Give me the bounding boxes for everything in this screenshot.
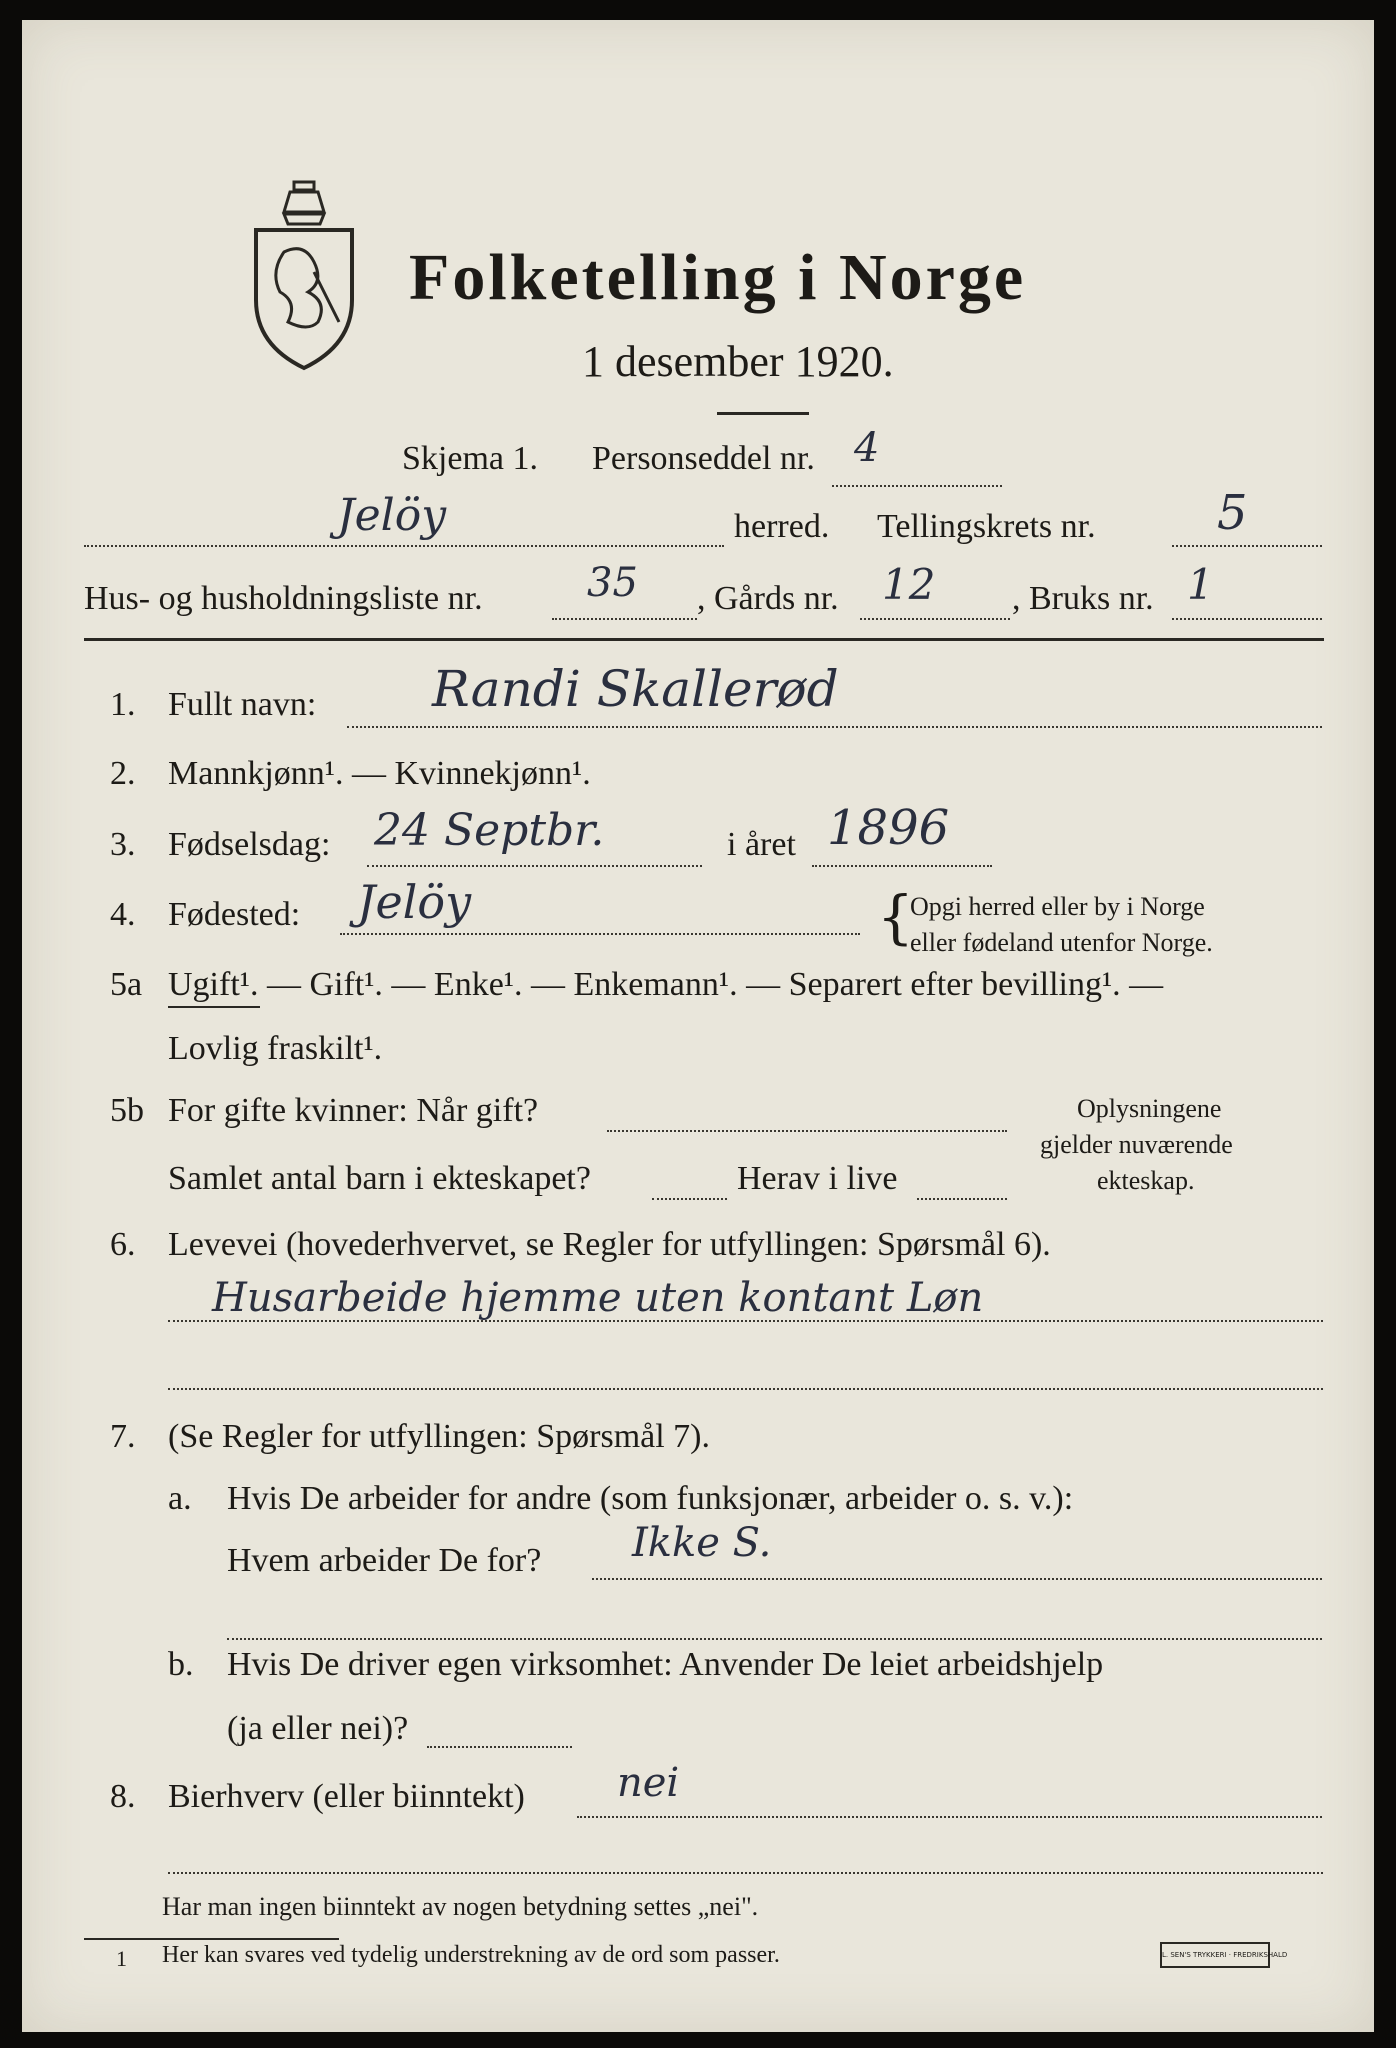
herred-line: [84, 545, 724, 547]
q5b-label2: Samlet antal barn i ekteskapet?: [168, 1160, 591, 1197]
q3-year-value[interactable]: 1896: [827, 800, 950, 856]
q3-value[interactable]: 24 Septbr.: [374, 805, 605, 856]
q4-note-line2: eller fødeland utenfor Norge.: [910, 928, 1213, 957]
personseddel-label: Personseddel nr.: [592, 440, 815, 477]
q5b-note-line1: Oplysningene: [1077, 1094, 1222, 1123]
gards-value[interactable]: 12: [882, 560, 936, 609]
q7a-line1: Hvis De arbeider for andre (som funksjonær, arbeider o. s. v.):: [227, 1480, 1074, 1517]
q1-number: 1.: [110, 686, 136, 723]
q5b-label1: For gifte kvinner: Når gift?: [168, 1092, 539, 1129]
q4-value[interactable]: Jelöy: [357, 875, 472, 929]
herred-label: herred.: [734, 508, 830, 545]
q8-value[interactable]: nei: [617, 1760, 680, 1806]
q5b-number: 5b: [110, 1092, 144, 1129]
header-divider: [84, 638, 1324, 641]
biinntekt-note: Har man ingen biinntekt av nogen betydning settes „nei".: [162, 1892, 759, 1921]
tellingskrets-value[interactable]: 5: [1217, 485, 1248, 541]
q7a-line2: Hvem arbeider De for?: [227, 1542, 542, 1579]
census-date: 1 desember 1920.: [582, 337, 894, 386]
q8-number: 8.: [110, 1778, 136, 1815]
gards-label: , Gårds nr.: [697, 580, 839, 617]
q7-number: 7.: [110, 1418, 136, 1455]
footnote-text: Her kan svares ved tydelig understrekning av de ord som passer.: [162, 1942, 780, 1968]
q8-line-extra: [168, 1872, 1323, 1874]
bruks-label: , Bruks nr.: [1012, 580, 1154, 617]
gards-line: [860, 618, 1010, 620]
q8-label: Bierhverv (eller biinntekt): [168, 1778, 525, 1815]
herred-value[interactable]: Jelöy: [337, 490, 447, 541]
q7b-line1: Hvis De driver egen virksomhet: Anvender De leiet arbeidshjelp: [227, 1646, 1104, 1683]
q7a-line-extra: [227, 1638, 1322, 1640]
q7a-letter: a.: [168, 1480, 192, 1517]
q6-line1: [168, 1320, 1323, 1322]
q4-line: [340, 933, 860, 935]
q1-line: [347, 726, 1322, 728]
q5b-barn-line: [652, 1198, 727, 1200]
q4-number: 4.: [110, 896, 136, 933]
q3-year-line: [812, 865, 992, 867]
q4-note-line1: Opgi herred eller by i Norge: [910, 892, 1205, 921]
q6-label: Levevei (hovederhvervet, se Regler for utfyllingen: Spørsmål 6).: [168, 1226, 1051, 1263]
q5b-note-line2: gjelder nuværende: [1040, 1130, 1233, 1159]
bruks-value[interactable]: 1: [1187, 560, 1214, 609]
bruks-line: [1172, 618, 1322, 620]
hus-value[interactable]: 35: [587, 560, 638, 606]
form-title: Folketelling i Norge: [409, 241, 1027, 314]
hus-label: Hus- og husholdningsliste nr.: [84, 580, 483, 617]
q6-line2: [168, 1388, 1323, 1390]
q2-number: 2.: [110, 755, 136, 792]
title-divider: [717, 412, 809, 415]
q3-year-label: i året: [727, 826, 796, 863]
q7b-line2: (ja eller nei)?: [227, 1710, 409, 1747]
personseddel-line: [832, 485, 1002, 487]
q7a-line: [592, 1578, 1322, 1580]
tellingskrets-label: Tellingskrets nr.: [877, 508, 1096, 545]
q3-number: 3.: [110, 826, 136, 863]
q5b-label3: Herav i live: [737, 1160, 898, 1197]
footnote-mark: 1: [116, 1946, 127, 1971]
q8-line: [577, 1816, 1322, 1818]
q2-label: Mannkjønn¹. — Kvinnekjønn¹.: [168, 755, 591, 792]
q7-label: (Se Regler for utfyllingen: Spørsmål 7).: [168, 1418, 711, 1455]
q5a-line2: Lovlig fraskilt¹.: [168, 1030, 383, 1067]
q5a-number: 5a: [110, 966, 143, 1003]
printer-stamp: [1160, 1942, 1288, 1968]
q5b-naar-gift-line: [607, 1130, 1007, 1132]
q7b-line: [427, 1746, 572, 1748]
tellingskrets-line: [1172, 545, 1322, 547]
q7a-value[interactable]: Ikke S.: [632, 1520, 772, 1566]
q5b-live-line: [917, 1198, 1007, 1200]
ugift-underline: [168, 1006, 260, 1008]
skjema-label: Skjema 1.: [402, 440, 538, 477]
coat-of-arms-icon: [244, 172, 364, 372]
q4-brace: {: [877, 883, 914, 951]
census-form: [22, 20, 1374, 2032]
hus-line: [552, 618, 697, 620]
q6-number: 6.: [110, 1226, 136, 1263]
q3-day-line: [367, 865, 702, 867]
q3-label: Fødselsdag:: [168, 826, 331, 863]
footnote-divider: [84, 1938, 339, 1940]
q5a-line1: Ugift¹. — Gift¹. — Enke¹. — Enkemann¹. — Separert efter bevilling¹. —: [168, 966, 1164, 1003]
printer-stamp-text: L. SEN'S TRYKKERI · FREDRIKSHALD: [1162, 1951, 1288, 1959]
q1-value[interactable]: Randi Skallerød: [432, 660, 839, 718]
q4-label: Fødested:: [168, 896, 301, 933]
q6-value[interactable]: Husarbeide hjemme uten kontant Løn: [212, 1275, 984, 1321]
q5b-note-line3: ekteskap.: [1097, 1166, 1195, 1195]
personseddel-value[interactable]: 4: [854, 425, 880, 471]
q1-label: Fullt navn:: [168, 686, 317, 723]
q7b-letter: b.: [168, 1646, 194, 1683]
